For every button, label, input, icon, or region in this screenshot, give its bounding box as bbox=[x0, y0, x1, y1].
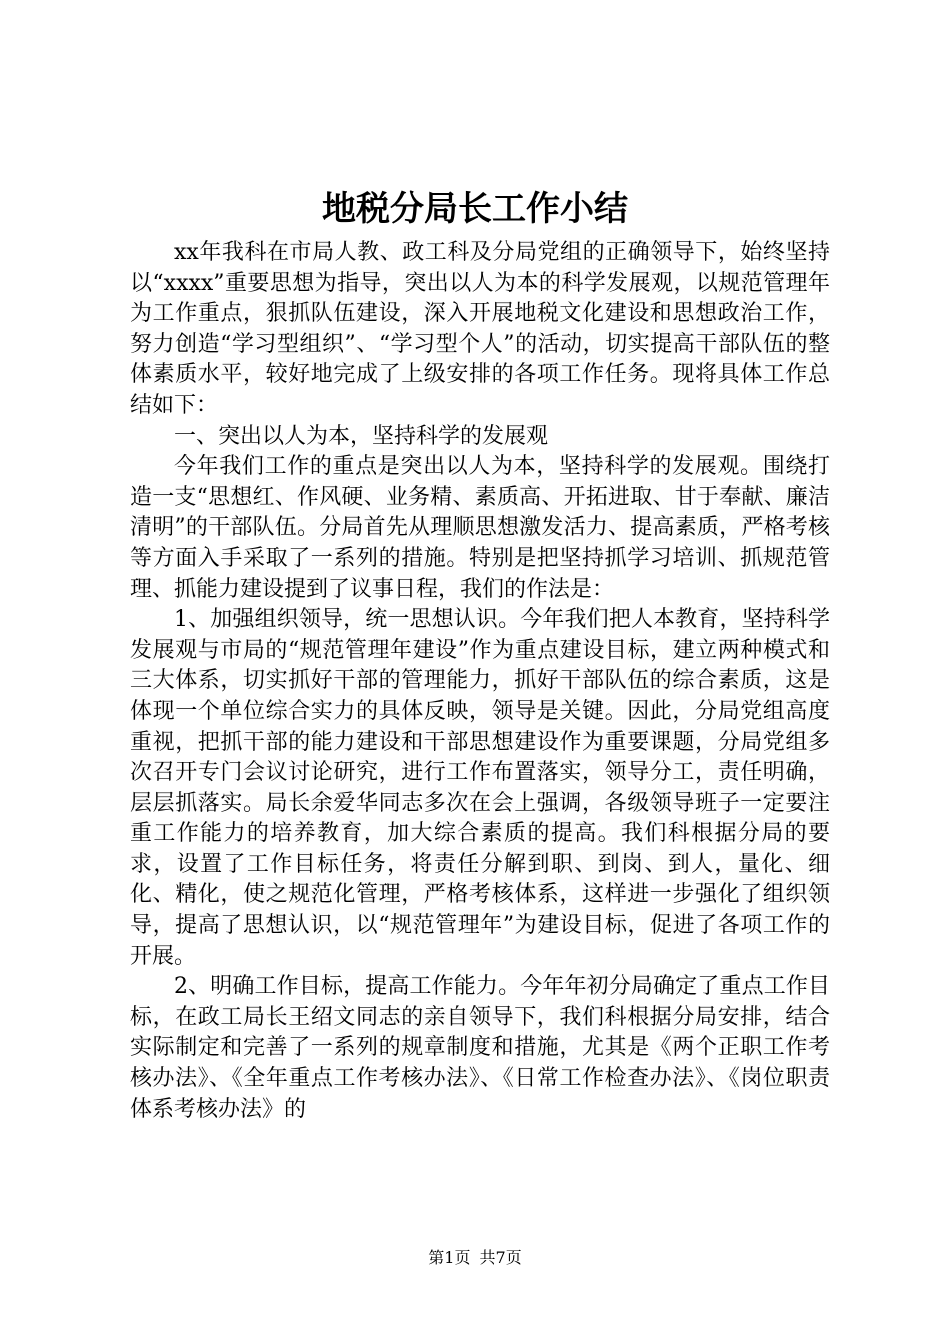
document-title: 地税分局长工作小结 bbox=[322, 189, 628, 229]
section-heading-1: 一、突出以人为本，坚持科学的发展观 bbox=[174, 423, 549, 449]
paragraph-intro: xx年我科在市局人教、政工科及分局党组的正确领导下，始终坚持以“xxxx”重要思想为指导，突出以人为本的科学发展观，以规范管理年为工作重点，狠抓队伍建设，深入开展地税文化建设和思想政治工作，努力创造“学习型组织”、“学习型个人”的活动，切实提高干部队伍的整体素质水平，较好地完成了上级安排的各项工作任务。现将具体工作总结如下： bbox=[130, 240, 830, 418]
page-total: 共7页 bbox=[479, 1248, 522, 1267]
paragraph-section-1: 今年我们工作的重点是突出以人为本，坚持科学的发展观。围绕打造一支“思想红、作风硬、业务精、素质高、开拓进取、甘于奉献、廉洁清明”的干部队伍。分局首先从理顺思想激发活力、提高素质，严格考核等方面入手采取了一系列的措施。特别是把坚持抓学习培训、抓规范管理、抓能力建设提到了议事日程，我们的作法是： bbox=[130, 454, 830, 602]
paragraph-item-2: 2、明确工作目标，提高工作能力。今年年初分局确定了重点工作目标，在政工局长王绍文同志的亲自领导下，我们科根据分局安排，结合实际制定和完善了一系列的规章制度和措施，尤其是《两个正职工作考核办法》、《全年重点工作考核办法》、《日常工作检查办法》、《岗位职责体系考核办法》的 bbox=[130, 974, 830, 1122]
page-number: 第1页 bbox=[428, 1248, 471, 1267]
paragraph-item-1: 1、加强组织领导，统一思想认识。今年我们把人本教育，坚持科学发展观与市局的“规范管理年建设”作为重点建设目标，建立两种模式和三大体系，切实抓好干部的管理能力，抓好干部队伍的综合素质，这是体现一个单位综合实力的具体反映，领导是关键。因此，分局党组高度重视，把抓干部的能力建设和干部思想建设作为重要课题，分局党组多次召开专门会议讨论研究，进行工作布置落实，领导分工，责任明确，层层抓落实。局长余爱华同志多次在会上强调，各级领导班子一定要注重工作能力的培养教育，加大综合素质的提高。我们科根据分局的要求，设置了工作目标任务，将责任分解到职、到岗、到人，量化、细化、精化，使之规范化管理，严格考核体系，这样进一步强化了组织领导，提高了思想认识，以“规范管理年”为建设目标，促进了各项工作的开展。 bbox=[130, 607, 830, 969]
document-body bbox=[130, 238, 830, 1125]
page-footer bbox=[0, 1246, 950, 1270]
